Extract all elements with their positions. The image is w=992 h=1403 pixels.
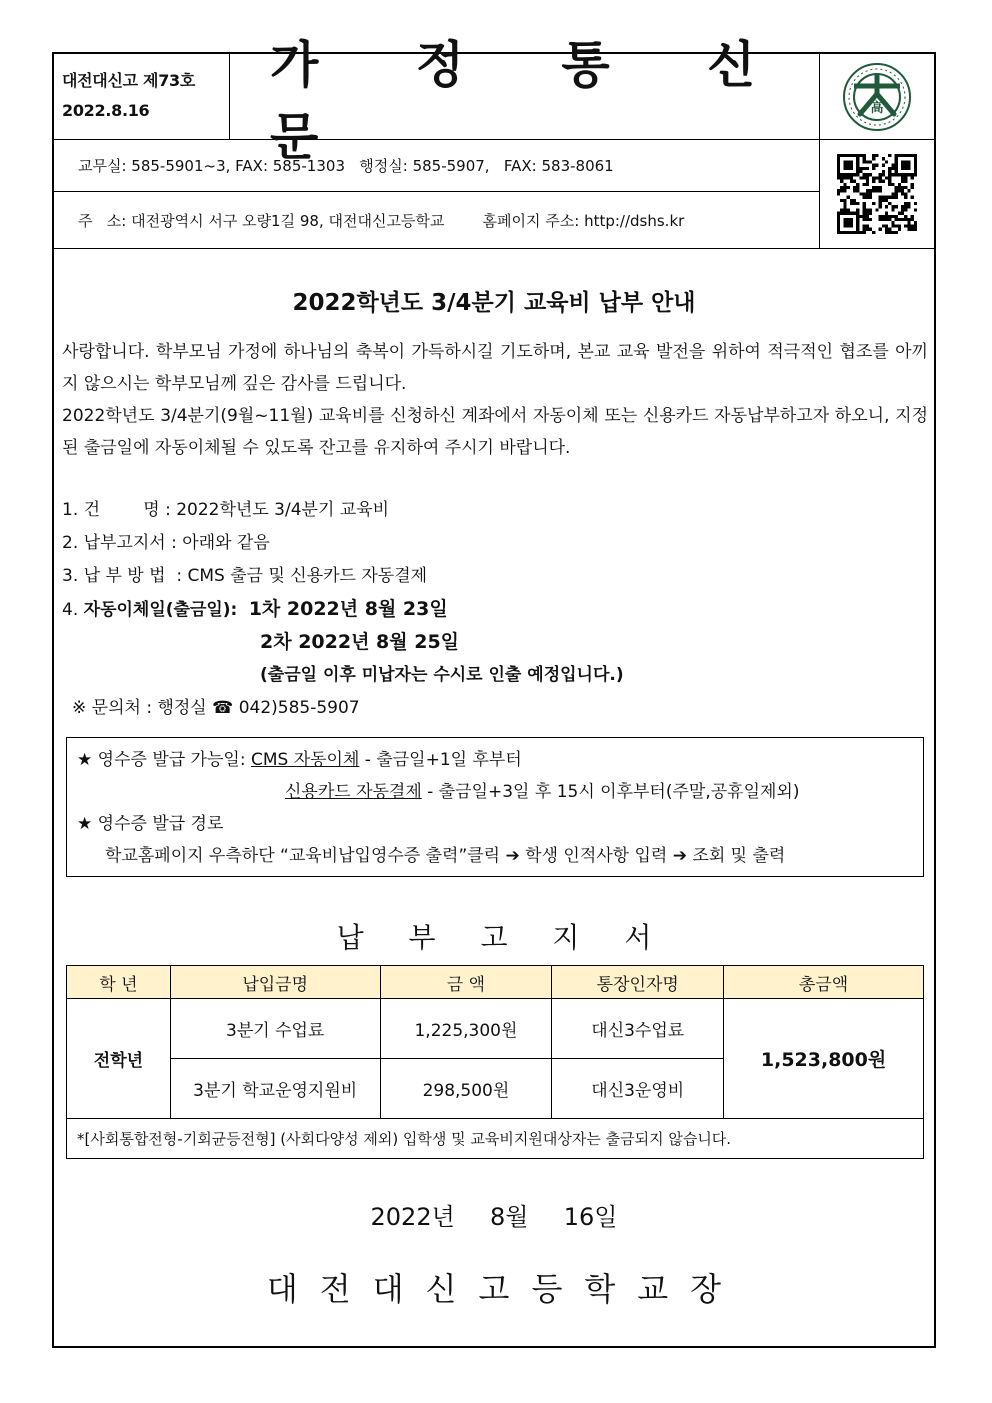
amount-cell: 298,500원 [380,1059,552,1119]
bill-table [66,965,924,1159]
issue-number: 대전대신고 제73호 [62,71,196,90]
header-grade: 학 년 [67,966,171,999]
newsletter-title-box [230,36,820,166]
document-title: 2022학년도 3/4분기 교육비 납부 안내 [292,290,696,316]
header-passbook: 통장인자명 [552,966,724,999]
passbook-cell: 대신3운영비 [552,1059,724,1119]
school-seal-icon [842,62,912,132]
issue-date: 2022.8.16 [62,101,150,120]
debit-second-date: 2차 2022년 8월 25일 [260,631,460,653]
note-row [67,1119,924,1159]
qr-box [820,140,934,248]
inquiry-line: ※ 문의처 : 행정실 ☎ 042)585-5907 [72,698,360,718]
item-name-cell: 3분기 학교운영지원비 [170,1059,380,1119]
debit-note-line [62,659,922,692]
receipt-line-cms [77,744,923,776]
item-bill: 2. 납부고지서 : 아래와 같음 [62,533,270,553]
principal-signature: 대전대신고등학교장 [266,1270,744,1308]
cms-label: CMS 자동이체 [250,750,360,770]
amount-cell: 1,225,300원 [380,999,552,1059]
issue-box [54,54,230,140]
header-total: 총금액 [724,966,924,999]
notice-paragraph: 2022학년도 3/4분기(9월~11월) 교육비를 신청하신 계좌에서 자동이체 또는 신용카드 자동납부하고자 하오니, 지정된 출금일에 자동이체될 수 있도록 잔고를 유지하여 주시기 바랍니다. [62,406,928,458]
greeting-paragraph: 사랑합니다. 학부모님 가정에 하나님의 축복이 가득하시길 기도하며, 본교 교육 발전을 위하여 적극적인 협조를 아끼지 않으시는 학부모님께 깊은 감사를 드립니다. [62,342,928,394]
header-amount: 금 액 [380,966,552,999]
seal-text: 高 [870,101,884,116]
item-debit-number: 4. [62,600,79,620]
debit-note: (출금일 이후 미납자는 수시로 인출 예정입니다.) [260,665,624,685]
item-debit-dates [62,593,922,626]
receipt-available-label: ★ 영수증 발급 가능일: [77,750,251,770]
table-row [67,999,924,1059]
cms-text: - 출금일+1일 후부터 [359,750,522,770]
newsletter-frame [52,36,936,1348]
receipt-info-box [66,737,924,877]
school-seal-box [820,54,934,140]
issue-date-footer: 2022년 8월 16일 [370,1203,618,1231]
debit-second-line [62,626,922,659]
header-separator [54,248,934,249]
address-row [54,192,820,248]
bill-header-row [67,966,924,999]
newsletter-title: 가 정 통 신 문 [270,36,796,166]
qr-code-icon [837,154,917,234]
item-debit-label: 자동이체일(출금일): [83,600,244,620]
item-method: 3. 납 부 방 법 : CMS 출금 및 신용카드 자동결제 [62,566,428,586]
address-info: 주 소: 대전광역시 서구 오량1길 98, 대전대신고등학교 홈페이지 주소: http://dshs.kr [78,212,685,230]
passbook-cell: 대신3수업료 [552,999,724,1059]
debit-first-date: 1차 2022년 8월 23일 [248,598,448,620]
bill-title: 납 부 고 지 서 [336,921,670,954]
contact-row [54,140,820,192]
item-name-cell: 3분기 수업료 [170,999,380,1059]
receipt-route-heading: ★ 영수증 발급 경로 [77,814,224,834]
contact-info: 교무실: 585-5901~3, FAX: 585-1303 행정실: 585-5907, FAX: 583-8061 [78,157,614,175]
grade-cell: 전학년 [67,999,171,1119]
bill-note: *[사회통합전형-기회균등전형] (사회다양성 제외) 입학생 및 교육비지원대상자는 출금되지 않습니다. [67,1119,924,1159]
receipt-route-text: 학교홈페이지 우측하단 “교육비납입영수증 출력”클릭 ➔ 학생 인적사항 입력 ➔ 조회 및 출력 [105,846,786,866]
header-item-name: 납입금명 [170,966,380,999]
card-text: - 출금일+3일 후 15시 이후부터(주말,공휴일제외) [421,782,800,802]
card-label: 신용카드 자동결제 [285,782,422,802]
receipt-line-card [77,776,923,808]
item-subject: 1. 건 명 : 2022학년도 3/4분기 교육비 [62,500,390,520]
item-list [62,494,922,725]
total-cell: 1,523,800원 [724,999,924,1119]
